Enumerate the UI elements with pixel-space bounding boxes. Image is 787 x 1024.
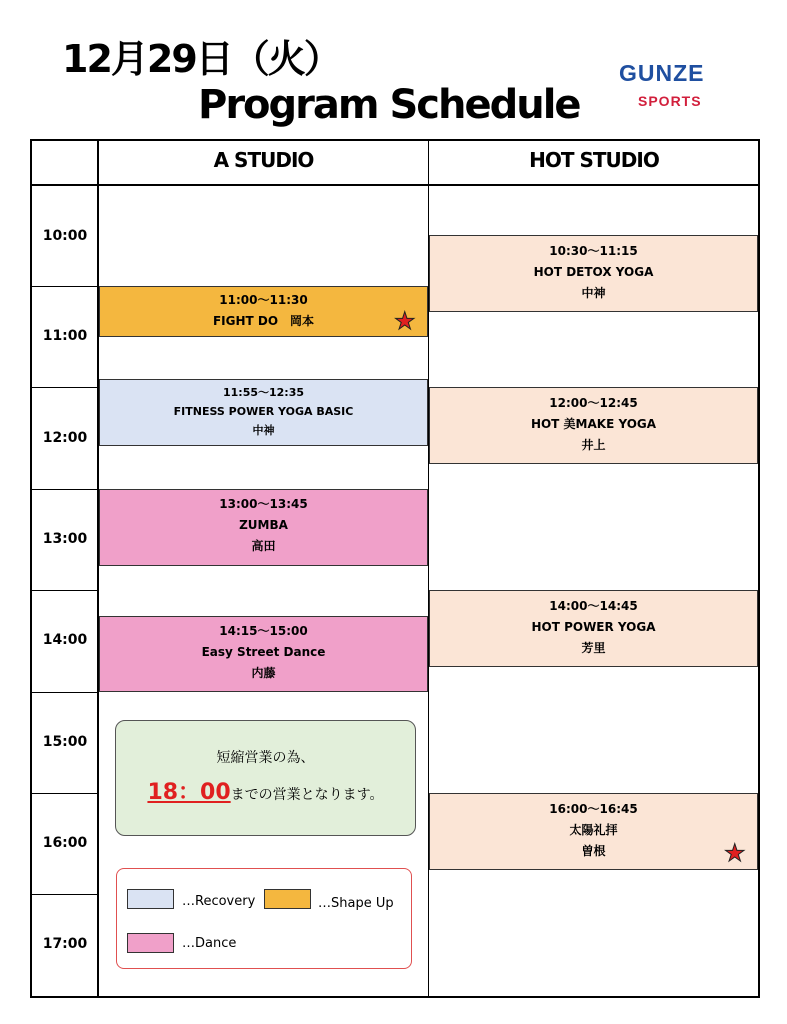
schedule-date: 12月29日（火） — [62, 37, 340, 81]
class-name: HOT DETOX YOGA — [533, 265, 654, 279]
time-column-divider — [97, 139, 99, 998]
time-label: 14:00 — [42, 632, 88, 648]
class-time: 11:00～11:30 — [219, 293, 308, 307]
notice-suffix: までの営業となります。 — [230, 787, 384, 803]
legend-swatch-recovery — [127, 889, 174, 909]
class-name: 太陽礼拝 — [569, 823, 618, 837]
class-time: 14:00～14:45 — [549, 599, 638, 613]
class-time: 14:15～15:00 — [219, 624, 308, 638]
time-label: 11:00 — [42, 328, 88, 344]
class-instructor: 中神 — [252, 424, 275, 437]
legend-label-dance: …Dance — [182, 936, 237, 951]
legend — [116, 868, 412, 969]
legend-label-recovery: …Recovery — [182, 894, 256, 909]
class-time: 13:00～13:45 — [219, 497, 308, 511]
class-time: 10:30～11:15 — [549, 244, 638, 258]
class-name: ZUMBA — [239, 518, 288, 532]
class-instructor: 高田 — [251, 539, 276, 553]
class-instructor: 芳里 — [581, 641, 606, 655]
logo-sports: SPORTS — [638, 93, 702, 109]
hour-line — [30, 286, 98, 287]
closing-notice — [115, 720, 416, 836]
logo-gunze: GUNZE — [619, 60, 705, 86]
hour-line — [30, 489, 98, 490]
a-studio-header: A STUDIO — [213, 148, 314, 172]
time-label: 12:00 — [42, 430, 88, 446]
hour-line — [30, 793, 98, 794]
legend-label-shape-up: …Shape Up — [318, 896, 394, 911]
class-block-fight-do[interactable] — [99, 286, 428, 337]
hour-line — [30, 894, 98, 895]
class-instructor: 中神 — [581, 286, 606, 300]
class-block-hot-detox-yoga[interactable] — [429, 235, 758, 312]
class-instructor: 内藤 — [251, 666, 276, 680]
page-title: Program Schedule — [198, 82, 580, 128]
class-block-hot-bimake-yoga[interactable] — [429, 387, 758, 464]
legend-swatch-dance — [127, 933, 174, 953]
time-label: 13:00 — [42, 531, 88, 547]
class-time: 12:00～12:45 — [549, 396, 638, 410]
class-instructor: 曽根 — [581, 844, 606, 858]
class-name: FITNESS POWER YOGA BASIC — [173, 405, 354, 418]
legend-swatch-shape-up — [264, 889, 311, 909]
star-icon: ★ — [724, 839, 746, 867]
class-time: 16:00～16:45 — [549, 802, 638, 816]
time-label: 15:00 — [42, 734, 88, 750]
star-icon: ★ — [394, 307, 416, 335]
class-time: 11:55～12:35 — [222, 386, 305, 399]
time-label: 16:00 — [42, 835, 88, 851]
class-name: HOT 美MAKE YOGA — [530, 417, 657, 431]
class-block-zumba[interactable] — [99, 489, 428, 566]
class-block-fitness-power-yoga[interactable] — [99, 379, 428, 446]
time-label: 17:00 — [42, 936, 88, 952]
class-block-easy-street-dance[interactable] — [99, 616, 428, 692]
hour-line — [30, 590, 98, 591]
class-block-taiyo-raihai[interactable] — [429, 793, 758, 870]
notice-line1: 短縮営業の為、 — [216, 750, 315, 766]
closing-time: 18：00 — [147, 780, 231, 805]
class-instructor: 井上 — [581, 438, 606, 452]
class-name: FIGHT DO 岡本 — [212, 314, 315, 328]
hour-line — [30, 387, 98, 388]
hot-studio-header: HOT STUDIO — [529, 148, 659, 172]
notice-line2 — [116, 775, 415, 806]
class-name: HOT POWER YOGA — [531, 620, 656, 634]
time-label: 10:00 — [42, 228, 88, 244]
header-divider — [30, 184, 760, 186]
class-block-hot-power-yoga[interactable] — [429, 590, 758, 667]
class-name: Easy Street Dance — [201, 645, 326, 659]
hour-line — [30, 692, 98, 693]
